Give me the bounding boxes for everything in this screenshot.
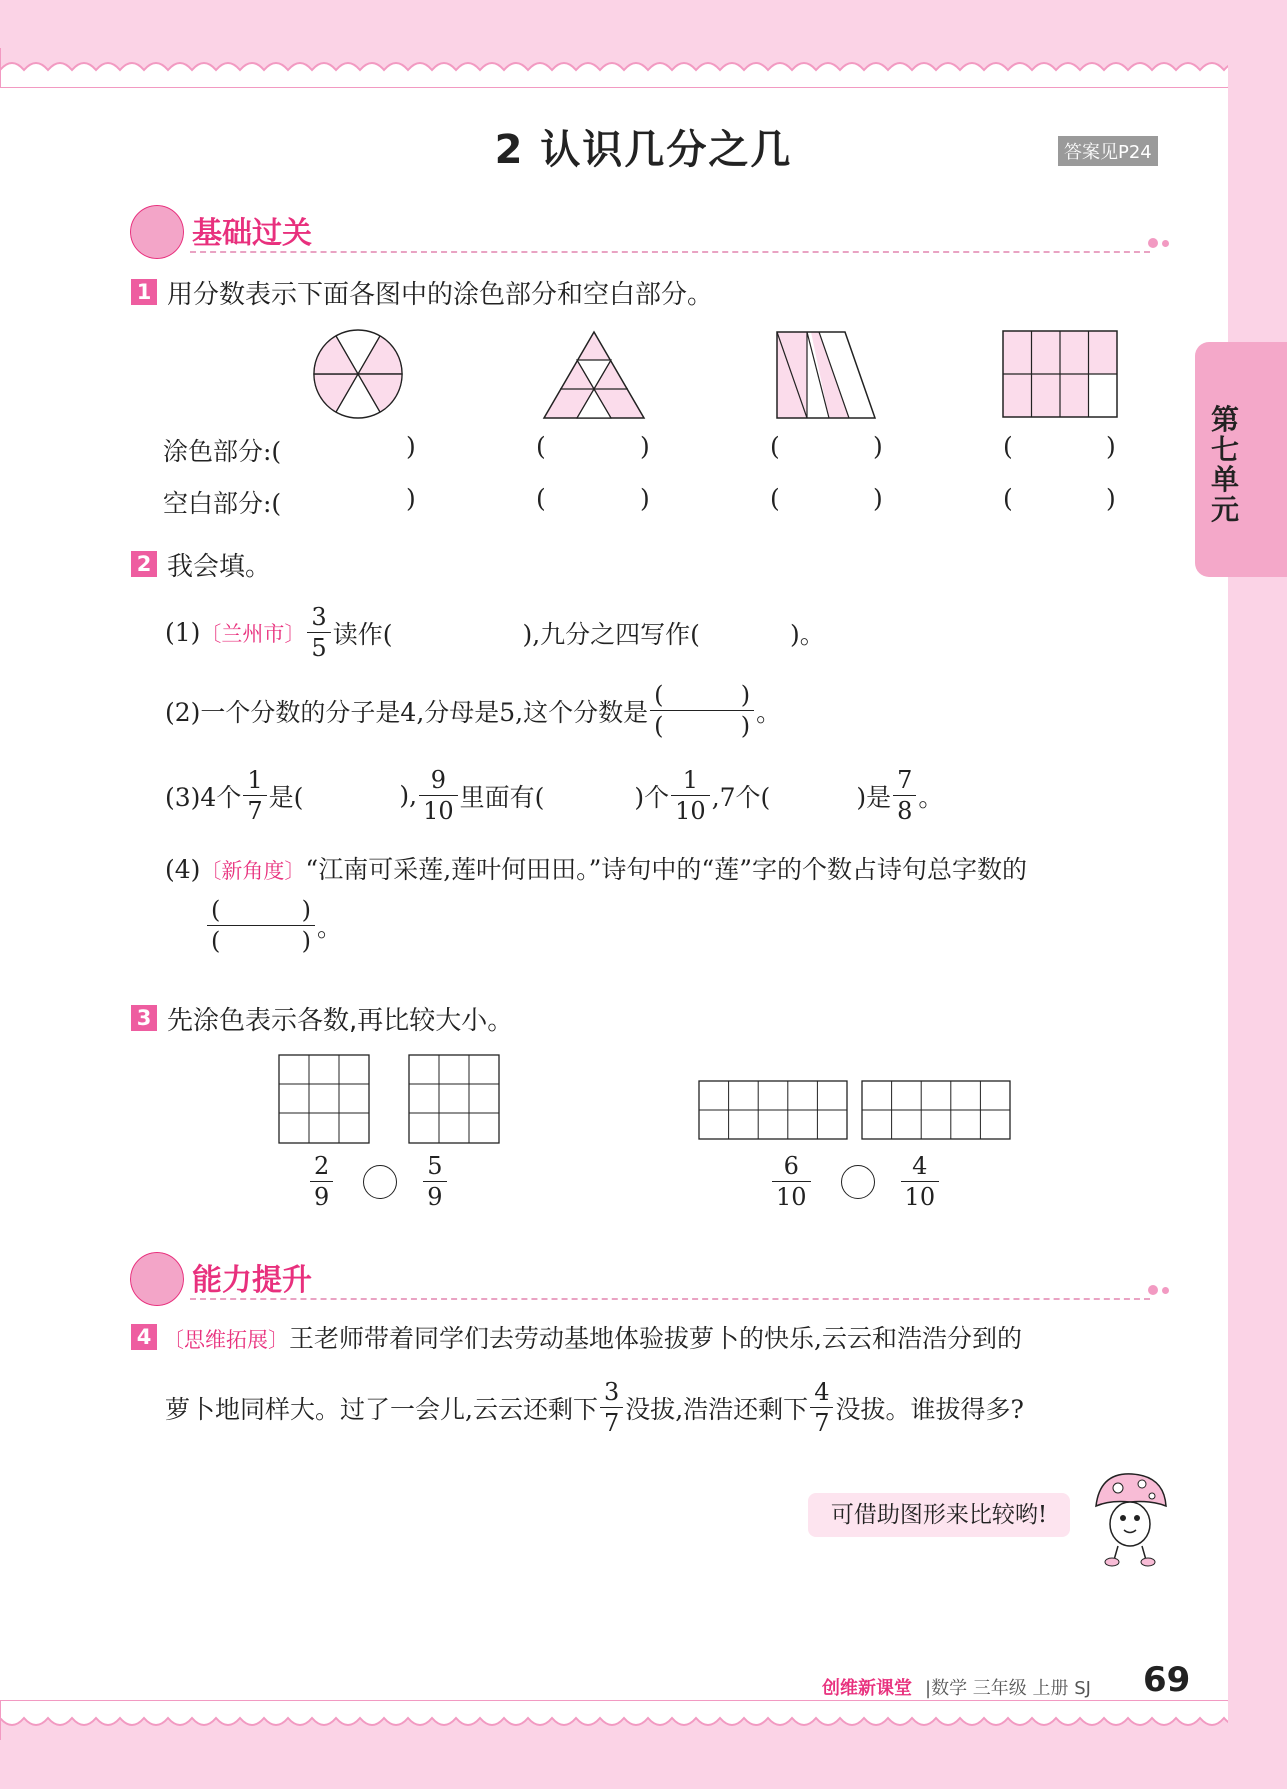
- question-number-3: 3: [131, 1005, 157, 1031]
- fraction-blank[interactable]: ( ) ( ): [650, 683, 754, 738]
- fraction: $\frac{4}{7}$: [810, 1380, 833, 1435]
- grid-3x3-right[interactable]: [408, 1054, 500, 1144]
- paren-open: (: [1003, 432, 1013, 461]
- paren-close: ): [406, 484, 416, 513]
- section-divider: [190, 1298, 1150, 1300]
- paren-close: ): [1106, 484, 1116, 513]
- fraction: $\frac{3}{7}$: [600, 1380, 623, 1435]
- fraction: $\frac{9}{10}$: [419, 768, 458, 823]
- new-angle-tag: 〔新角度〕: [200, 859, 306, 883]
- section-divider: [190, 251, 1150, 253]
- top-wave-border: [0, 48, 1228, 88]
- thinking-tag: 〔思维拓展〕: [163, 1328, 289, 1352]
- section-title-advanced: 能力提升: [192, 1263, 312, 1298]
- source-tag: 〔兰州市〕: [200, 621, 306, 646]
- fraction-blank[interactable]: ( ) ( ): [207, 898, 315, 953]
- fraction: $\frac{5}{9}$: [423, 1154, 446, 1209]
- q2-part2: (2)一个分数的分子是4,分母是5,这个分数是 ( ) ( ) 。: [165, 681, 782, 740]
- paren-close: ): [1106, 432, 1116, 461]
- footer-brand: 创维新课堂: [822, 1678, 912, 1699]
- q2-part1: (1) 〔兰州市〕 $\frac{3}{5}$ 读作( ),九分之四写作( )。: [165, 603, 825, 662]
- grid-2x5-left[interactable]: [698, 1080, 848, 1140]
- fraction: $\frac{4}{10}$: [901, 1154, 940, 1209]
- triangle-figure: [542, 330, 646, 420]
- mushroom-mascot-icon: [1090, 1468, 1170, 1568]
- circle-figure: [312, 328, 404, 420]
- paren-open: (: [770, 432, 780, 461]
- grid-figure: [1002, 330, 1118, 418]
- grid-2x5-right[interactable]: [861, 1080, 1011, 1140]
- fraction: $\frac{3}{5}$: [307, 605, 330, 660]
- paren-close: ): [406, 432, 416, 461]
- fraction: $\frac{6}{10}$: [772, 1154, 811, 1209]
- q2-part4: (4)〔新角度〕“江南可采莲,莲叶何田田。”诗句中的“莲”字的个数占诗句总字数的: [165, 855, 1027, 884]
- grid-3x3-left[interactable]: [278, 1054, 370, 1144]
- section-mascot-icon: [128, 203, 186, 261]
- question-2-prompt: 我会填。: [167, 552, 272, 582]
- parallelogram-figure: [775, 330, 879, 420]
- unit-tab-label: 第 七 单 元: [1210, 403, 1239, 526]
- compare-circle[interactable]: [363, 1165, 397, 1199]
- paren-open: (: [770, 484, 780, 513]
- compare-left: [308, 1154, 449, 1209]
- footer-book-info: |数学 三年级 上册 SJ: [925, 1678, 1091, 1699]
- paren-open: (: [1003, 484, 1013, 513]
- paren-close: ): [640, 484, 650, 513]
- part-text: (2)一个分数的分子是4,分母是5,这个分数是: [165, 697, 649, 727]
- bottom-wave-border: [0, 1700, 1228, 1740]
- read-as-label: 读作(: [332, 619, 393, 649]
- question-3-prompt: 先涂色表示各数,再比较大小。: [167, 1006, 514, 1036]
- question-1-prompt: 用分数表示下面各图中的涂色部分和空白部分。: [167, 280, 714, 310]
- shaded-row-label: 涂色部分:(: [163, 437, 282, 466]
- dots-icon: [1148, 238, 1158, 248]
- section-mascot-icon: [128, 1250, 186, 1308]
- question-number-4: 4: [131, 1324, 157, 1350]
- paren-open: (: [536, 484, 546, 513]
- part-text: “江南可采莲,莲叶何田田。”诗句中的“莲”字的个数占诗句总字数的: [305, 855, 1027, 884]
- question-number-1: 1: [131, 279, 157, 305]
- dots-icon: [1148, 1285, 1158, 1295]
- dots-icon: [1162, 1287, 1169, 1294]
- fraction: $\frac{1}{7}$: [243, 768, 266, 823]
- paren-close: ): [640, 432, 650, 461]
- fraction: $\frac{1}{10}$: [671, 768, 710, 823]
- compare-right: [770, 1154, 941, 1209]
- page-title: 2 认识几分之几: [494, 127, 793, 173]
- compare-circle[interactable]: [841, 1165, 875, 1199]
- page-number: 69: [1143, 1660, 1191, 1700]
- question-4-line2: 萝卜地同样大。过了一会儿,云云还剩下 $\frac{3}{7}$ 没拔,浩浩还剩下 $\frac{4}{7}$ 没拔。谁拔得多?: [165, 1378, 1024, 1437]
- page-sheet: [0, 70, 1228, 1710]
- answer-reference-badge: 答案见P24: [1058, 136, 1158, 166]
- hint-bubble: 可借助图形来比较哟!: [808, 1493, 1070, 1537]
- paren-close: ): [873, 484, 883, 513]
- fraction: $\frac{2}{9}$: [310, 1154, 333, 1209]
- paren-open: (: [536, 432, 546, 461]
- blank-row-label: 空白部分:(: [163, 489, 282, 518]
- paren-close: ): [873, 432, 883, 461]
- q2-part3: (3)4个 $\frac{1}{7}$ 是( ), $\frac{9}{10}$ 里面有( )个 $\frac{1}{10}$ ,7个( )是 $\frac{7}{8}$ 。: [165, 766, 944, 825]
- section-title-basic: 基础过关: [192, 216, 312, 251]
- question-number-2: 2: [131, 551, 157, 577]
- dots-icon: [1162, 240, 1169, 247]
- write-as-label: ),九分之四写作(: [522, 619, 700, 649]
- q2-part4-answer: ( ) ( ) 。: [205, 898, 342, 953]
- part-label: (1): [165, 618, 201, 647]
- question-4-line1: 〔思维拓展〕王老师带着同学们去劳动基地体验拔萝卜的快乐,云云和浩浩分到的: [163, 1324, 1022, 1353]
- fraction: $\frac{7}{8}$: [893, 768, 916, 823]
